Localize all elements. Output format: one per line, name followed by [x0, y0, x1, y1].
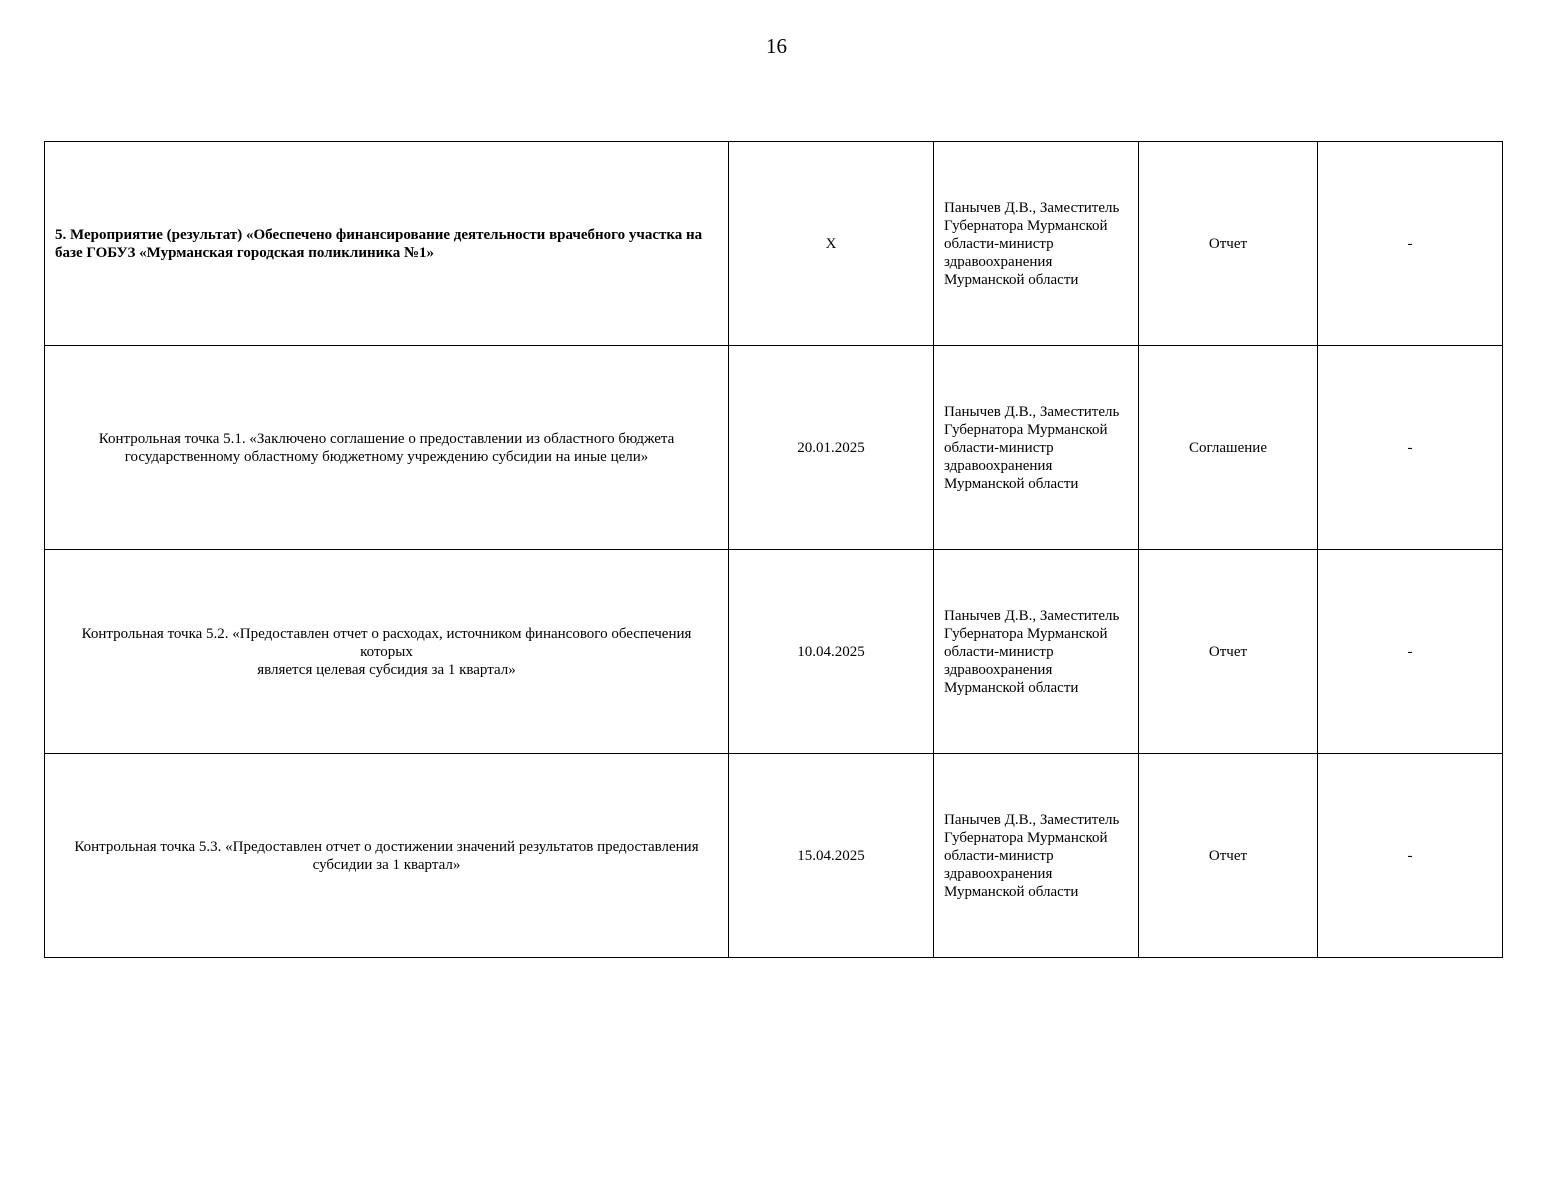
table-cell-title [45, 142, 729, 346]
table-cell-date [729, 550, 934, 754]
table-cell-document [1139, 142, 1318, 346]
row-date: 10.04.2025 [797, 643, 865, 660]
row-extra: - [1407, 439, 1413, 456]
row-responsible: Панычев Д.В., Заместитель Губернатора Мурманской области-министр здравоохранения Мурманской области [944, 199, 1120, 288]
row-extra: - [1407, 643, 1413, 660]
table-cell-document [1139, 550, 1318, 754]
table-cell-title [45, 754, 729, 958]
row-title: 5. Мероприятие (результат) «Обеспечено финансирование деятельности врачебного участка на базе ГОБУЗ «Мурманская городская поликлиника №1» [55, 226, 703, 261]
row-responsible: Панычев Д.В., Заместитель Губернатора Мурманской области-министр здравоохранения Мурманской области [944, 607, 1120, 696]
page-number: 16 [766, 34, 787, 58]
row-date: 20.01.2025 [797, 439, 865, 456]
row-extra: - [1407, 235, 1413, 252]
row-title: Контрольная точка 5.1. «Заключено соглашение о предоставлении из областного бюджета государственному областному бюджетному учреждению субсидии на иные цели» [98, 430, 675, 465]
row-title: Контрольная точка 5.3. «Предоставлен отчет о достижении значений результатов предоставления субсидии за 1 квартал» [74, 838, 699, 873]
row-responsible: Панычев Д.В., Заместитель Губернатора Мурманской области-министр здравоохранения Мурманской области [944, 811, 1120, 900]
table-cell-extra [1318, 346, 1503, 550]
table-row [45, 346, 1503, 550]
table-cell-responsible [934, 142, 1139, 346]
table-cell-document [1139, 754, 1318, 958]
row-title: Контрольная точка 5.2. «Предоставлен отчет о расходах, источником финансового обеспечения которых является целевая субсидия за 1 квартал» [81, 625, 692, 678]
table-cell-extra [1318, 142, 1503, 346]
table-row [45, 142, 1503, 346]
table-cell-responsible [934, 346, 1139, 550]
table-cell-responsible [934, 550, 1139, 754]
table-row [45, 550, 1503, 754]
table-cell-date [729, 346, 934, 550]
row-date: X [825, 235, 837, 252]
table-cell-title [45, 550, 729, 754]
table-cell-title [45, 346, 729, 550]
table-cell-extra [1318, 754, 1503, 958]
row-document: Отчет [1208, 235, 1248, 252]
table-row [45, 754, 1503, 958]
row-responsible: Панычев Д.В., Заместитель Губернатора Мурманской области-министр здравоохранения Мурманской области [944, 403, 1120, 492]
table-cell-document [1139, 346, 1318, 550]
table-cell-date [729, 754, 934, 958]
row-document: Отчет [1208, 847, 1248, 864]
row-document: Соглашение [1189, 439, 1267, 456]
row-date: 15.04.2025 [797, 847, 865, 864]
table-cell-date [729, 142, 934, 346]
table-cell-responsible [934, 754, 1139, 958]
row-extra: - [1407, 847, 1413, 864]
row-document: Отчет [1208, 643, 1248, 660]
control-points-table [44, 141, 1503, 958]
table-cell-extra [1318, 550, 1503, 754]
